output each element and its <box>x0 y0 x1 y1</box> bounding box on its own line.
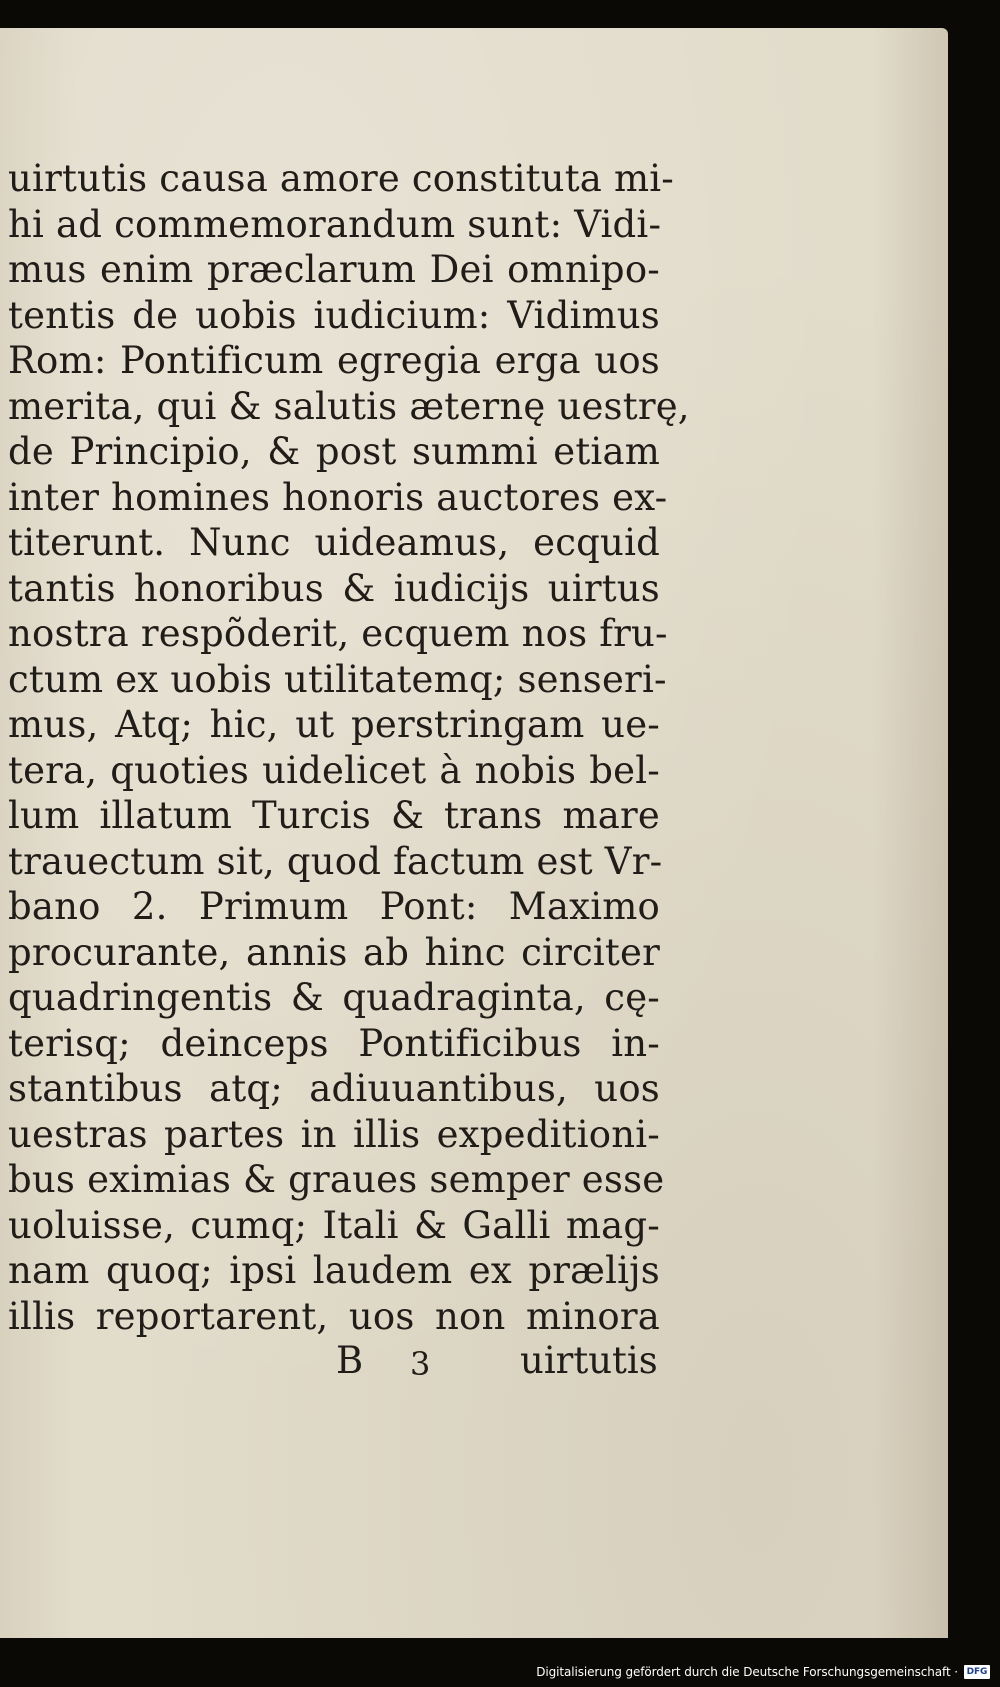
page-footer <box>0 1339 1000 1391</box>
text-line: titerunt. Nunc uideamus, ecquid <box>8 521 660 564</box>
text-line: tantis honoribus & iudicijs uirtus <box>8 566 660 610</box>
signature-number: 3 <box>410 1345 431 1383</box>
text-line: mus enim præclarum Dei omnipo- <box>8 248 660 291</box>
text-line: tentis de uobis iudicium: Vidimus <box>8 293 660 337</box>
text-line: ctum ex uobis utilitatemq; senseri- <box>8 657 667 701</box>
text-line: uestras partes in illis expeditioni- <box>8 1112 660 1156</box>
text-line: trauectum sit, quod factum est Vr- <box>8 839 663 883</box>
book-page <box>0 28 948 1638</box>
text-line: uoluisse, cumq; Itali & Galli mag- <box>8 1203 660 1247</box>
text-line: bus eximias & graues semper esse <box>8 1158 665 1201</box>
body-text <box>8 156 690 1339</box>
text-line: de Principio, & post summi etiam <box>8 430 660 473</box>
signature-mark: B <box>336 1339 364 1382</box>
text-line: hi ad commemorandum sunt: Vidi- <box>8 202 662 246</box>
text-line: merita, qui & salutis æternę uestrę, <box>8 384 690 428</box>
text-line: illis reportarent, uos non minora <box>8 1294 660 1338</box>
credit-text: Digitalisierung gefördert durch die Deutsche Forschungsgemeinschaft · <box>536 1665 958 1679</box>
text-line: inter homines honoris auctores ex- <box>8 475 668 519</box>
text-line: uirtutis causa amore constituta mi- <box>8 157 675 200</box>
text-line: tera, quoties uidelicet à nobis bel- <box>8 748 660 792</box>
corner-ink-mark <box>0 34 60 52</box>
text-line: stantibus atq; adiuuantibus, uos <box>8 1067 660 1110</box>
text-line: bano 2. Primum Pont: Maximo <box>8 885 660 928</box>
text-line: mus, Atq; hic, ut perstringam ue- <box>8 703 660 746</box>
text-line: procurante, annis ab hinc circiter <box>8 930 660 974</box>
catchword: uirtutis <box>520 1339 658 1382</box>
text-line: nostra respõderit, ecquem nos fru- <box>8 612 668 655</box>
text-line: lum illatum Turcis & trans mare <box>8 794 660 837</box>
text-line: quadringentis & quadraginta, cę- <box>8 976 660 1019</box>
text-line: terisq; deinceps Pontificibus in- <box>8 1021 660 1065</box>
text-line: nam quoq; ipsi laudem ex prælijs <box>8 1249 660 1292</box>
text-line: Rom: Pontificum egregia erga uos <box>8 339 660 382</box>
digitization-credit <box>536 1661 990 1683</box>
dfg-logo-icon: DFG <box>964 1665 990 1679</box>
